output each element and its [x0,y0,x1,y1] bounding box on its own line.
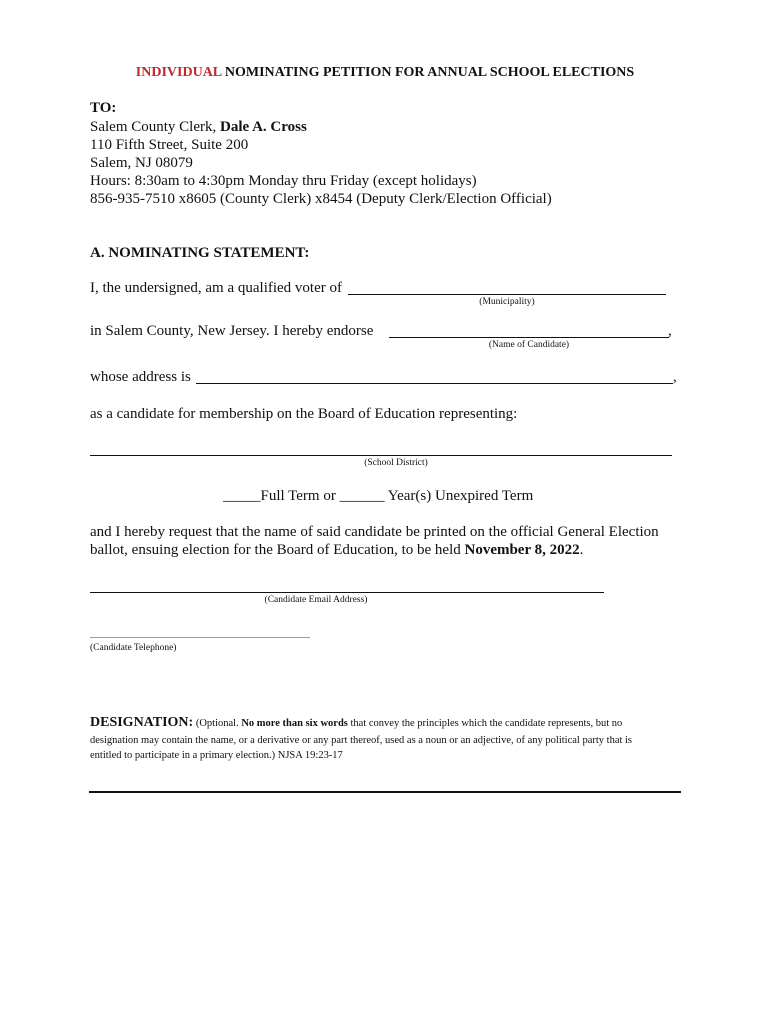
designation-optional: (Optional. [193,718,242,729]
municipality-field[interactable] [348,294,666,295]
candidate-email-caption: (Candidate Email Address) [264,595,368,605]
nominating-statement-heading: A. NOMINATING STATEMENT: [90,245,310,261]
candidate-telephone-field[interactable]: ____________________________________________ [90,628,310,639]
designation-field[interactable] [89,791,681,793]
designation-line1-rest: that convey the principles which the candidate represents, but no [347,718,623,729]
candidate-name-field[interactable] [389,337,669,338]
candidate-email-field[interactable] [90,592,604,593]
request-line-2 [90,541,583,559]
designation-line-1 [90,714,622,732]
clerk-line [90,118,307,136]
address-line-2: Salem, NJ 08079 [90,155,193,171]
term-line [223,487,533,505]
county-text: in Salem County, New Jersey. I hereby endorse [90,323,374,339]
address-line-1: 110 Fifth Street, Suite 200 [90,137,249,153]
unexpired-term-blank[interactable]: ______ [339,488,385,504]
school-district-caption: (School District) [364,458,428,468]
candidacy-text: as a candidate for membership on the Board of Education representing: [90,406,518,422]
request-line-1: and I hereby request that the name of said candidate be printed on the official General Election [90,524,659,540]
request-text: ballot, ensuing election for the Board of Education, to be held [90,542,465,558]
clerk-prefix: Salem County Clerk, [90,119,220,135]
title-rest: NOMINATING PETITION FOR ANNUAL SCHOOL ELECTIONS [221,65,635,80]
election-date: November 8, 2022 [464,542,580,558]
designation-six-words: No more than six words [241,718,348,729]
unexpired-term-label: Year(s) Unexpired Term [384,488,534,504]
clerk-name: Dale A. Cross [220,119,307,135]
candidate-name-caption: (Name of Candidate) [488,340,570,350]
phone-line: 856-935-7510 x8605 (County Clerk) x8454 (Deputy Clerk/Election Official) [90,191,552,207]
designation-line-3: entitled to participate in a primary election.) NJSA 19:23-17 [90,750,343,761]
petition-title [0,65,770,81]
full-term-label: Full Term or [260,488,336,504]
designation-label: DESIGNATION: [90,715,194,730]
school-district-field[interactable] [90,455,672,456]
designation-line-2: designation may contain the name, or a derivative or any part thereof, used as a noun or an adjective, of any political party that is [90,735,633,746]
to-heading: TO: [90,100,117,116]
candidate-address-field[interactable] [196,383,673,384]
request-period: . [579,542,584,558]
candidate-telephone-caption: (Candidate Telephone) [90,643,177,653]
title-individual: INDIVIDUAL [135,65,222,80]
municipality-caption: (Municipality) [479,297,535,307]
voter-text: I, the undersigned, am a qualified voter of [90,280,342,296]
address-text: whose address is [90,369,191,385]
address-comma: , [673,369,677,385]
candidate-comma: , [668,323,672,339]
full-term-blank[interactable]: _____ [223,488,261,504]
hours-line: Hours: 8:30am to 4:30pm Monday thru Friday (except holidays) [90,173,477,189]
